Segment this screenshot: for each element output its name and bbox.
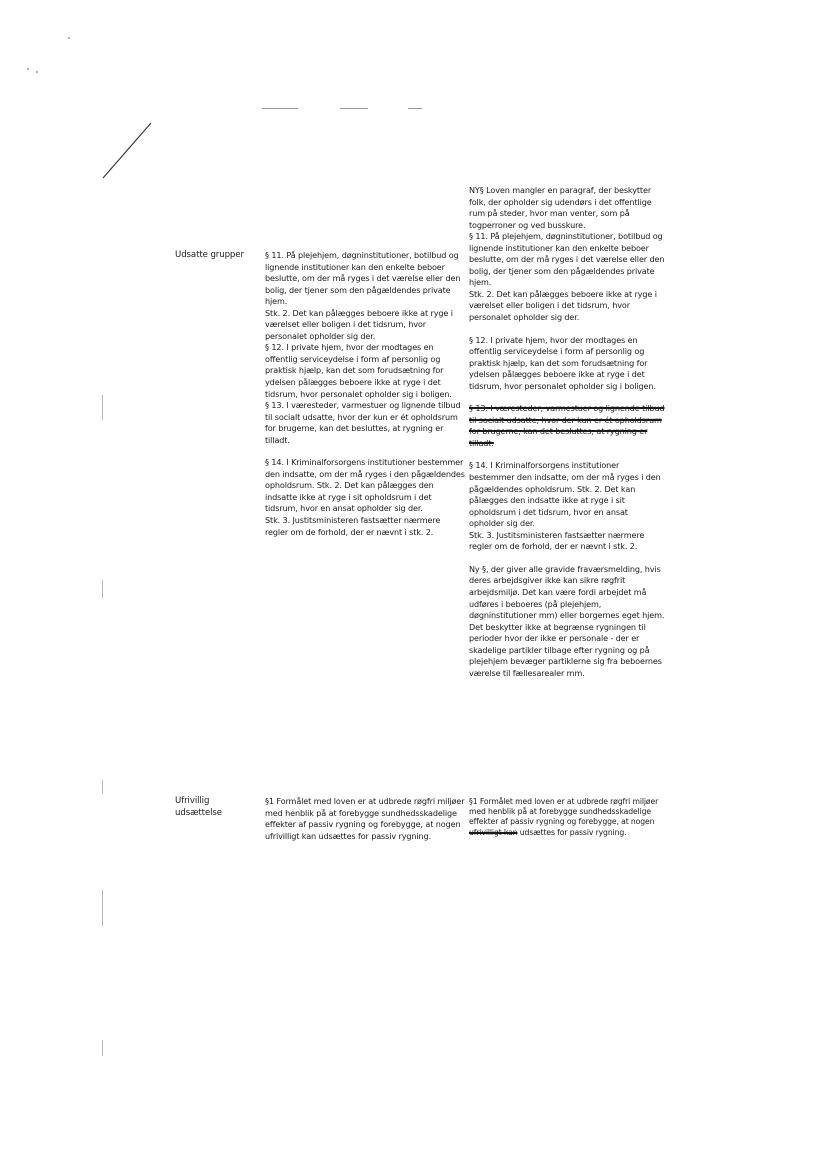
section-1-text-after: udsættes for passiv rygning. <box>517 827 627 837</box>
proposed-law-column <box>469 185 665 679</box>
proposed-section-12: § 12. I private hjem, hvor der modtages en offentlig serviceydelse i form af personlig og praktisk hjælp, kan det som forudsætning for ydelsen pålægges beboere ikke at ryge i det tidsrum, hvor personalet opholder sig i boligen. <box>469 334 656 391</box>
scan-dash <box>408 108 422 109</box>
proposed-section-14-stk3: Stk. 3. Justitsministeren fastsætter nærmere regler om de forhold, der er nævnt i stk. 2. <box>469 529 645 552</box>
scan-dash <box>262 108 298 109</box>
new-section-outdoor: NY§ Loven mangler en paragraf, der beskytter folk, der opholder sig udendørs i det offentlige rum på steder, hvor man venter, som på togperroner og ved busskure. <box>469 185 652 230</box>
margin-line <box>102 1040 103 1056</box>
scan-speck <box>68 37 70 39</box>
proposed-law-column-purpose <box>469 797 659 838</box>
new-section-pregnant: Ny §, der giver alle gravide fraværsmelding, hvis deres arbejdsgiver ikke kan sikre røgfrit arbejdsmiljø. Det kan være fordi arbejdet må udføres i beboeres (på plejehjem, døgninstitutioner mm) eller borgernes eget hjem. Det beskytter ikke at begrænse rygningen til perioder hvor der ikke er personale - der er skadelige partikler tilbage efter rygning og på plejehjem bevæger partiklerne sig fra beboernes værelse til fællesarealer mm. <box>469 563 665 678</box>
margin-line <box>102 780 103 794</box>
proposed-section-11-stk2: Stk. 2. Det kan pålægges beboere ikke at ryge i værelset eller boligen i det tidsrum, hvor personalet opholder sig der. <box>469 288 657 323</box>
section-11-stk2: Stk. 2. Det kan pålægges beboere ikke at ryge i værelset eller boligen i det tidsrum, hvor personalet opholder sig der. <box>265 307 453 341</box>
row-label-udsatte-grupper: Udsatte grupper <box>175 250 244 260</box>
proposed-section-11: § 11. På plejehjem, døgninstitutioner, botilbud og lignende institutioner kan den enkelte beboer beslutte, om der må ryges i det værelse eller den bolig, der tjener som den pågældendes private hjem. <box>469 231 665 288</box>
current-law-column-purpose <box>265 796 465 842</box>
section-12: § 12. I private hjem, hvor der modtages en offentlig serviceydelse i form af personlig og praktisk hjælp, kan det som forudsætning for ydelsen pålægges beboere ikke at ryge i det tidsrum, hvor personalet opholder sig i boligen. <box>265 342 452 399</box>
proposed-section-14: § 14. I Kriminalforsorgens institutioner bestemmer den indsatte, om der må ryges i den pågældendes opholdsrum. Stk. 2. Det kan pålægges den indsatte ikke at ryge i sit opholdsrum i det tidsrum, hvor en ansat opholder sig der. <box>469 460 661 529</box>
row-label-ufrivillig-udsaettelse <box>175 796 222 819</box>
section-1: §1 Formålet med loven er at udbrede røgfri miljøer med henblik på at forebygge sundhedsskadelige effekter af passiv rygning og forebygge, at nogen ufrivilligt kan udsættes for passiv rygning. <box>265 796 465 841</box>
scan-dash <box>340 108 368 109</box>
section-14-stk3: Stk. 3. Justitsministeren fastsætter nærmere regler om de forhold, der er nævnt i stk. 2. <box>265 515 441 537</box>
section-1-text-before: §1 Formålet med loven er at udbrede røgfri miljøer med henblik på at forebygge sundhedsskadelige effekter af passiv rygning og forebygge, at nogen <box>469 797 659 827</box>
struck-section-13: § 13. I væresteder, varmestuer og lignende tilbud til socialt udsatte, hvor der kun er ét opholdsrum for brugerne, kan det besluttes, at rygning er tilladt. <box>469 403 665 448</box>
margin-line <box>102 395 103 420</box>
scan-speck <box>36 71 38 73</box>
section-14: § 14. I Kriminalforsorgens institutioner bestemmer den indsatte, om der må ryges i den pågældendes opholdsrum. Stk. 2. Det kan pålægges den indsatte ikke at ryge i sit opholdsrum i det tidsrum, hvor en ansat opholder sig der. <box>265 457 465 514</box>
scan-stroke <box>100 120 156 182</box>
current-law-column <box>265 250 465 538</box>
scan-speck <box>27 68 29 70</box>
margin-line <box>102 580 103 598</box>
proposed-section-1 <box>469 797 659 838</box>
section-1-struck-text: ufrivilligt kan <box>469 827 518 837</box>
section-11: § 11. På plejehjem, døgninstitutioner, botilbud og lignende institutioner kan den enkelte beboer beslutte, om der må ryges i det værelse eller den bolig, der tjener som den pågældendes private hjem. <box>265 250 461 307</box>
section-13: § 13. I væresteder, varmestuer og lignende tilbud til socialt udsatte, hvor der kun er ét opholdsrum for brugerne, kan det besluttes, at rygning er tilladt. <box>265 400 461 445</box>
margin-line <box>102 890 103 926</box>
label-line-1: Ufrivillig <box>175 796 210 806</box>
label-line-2: udsættelse <box>175 807 222 818</box>
